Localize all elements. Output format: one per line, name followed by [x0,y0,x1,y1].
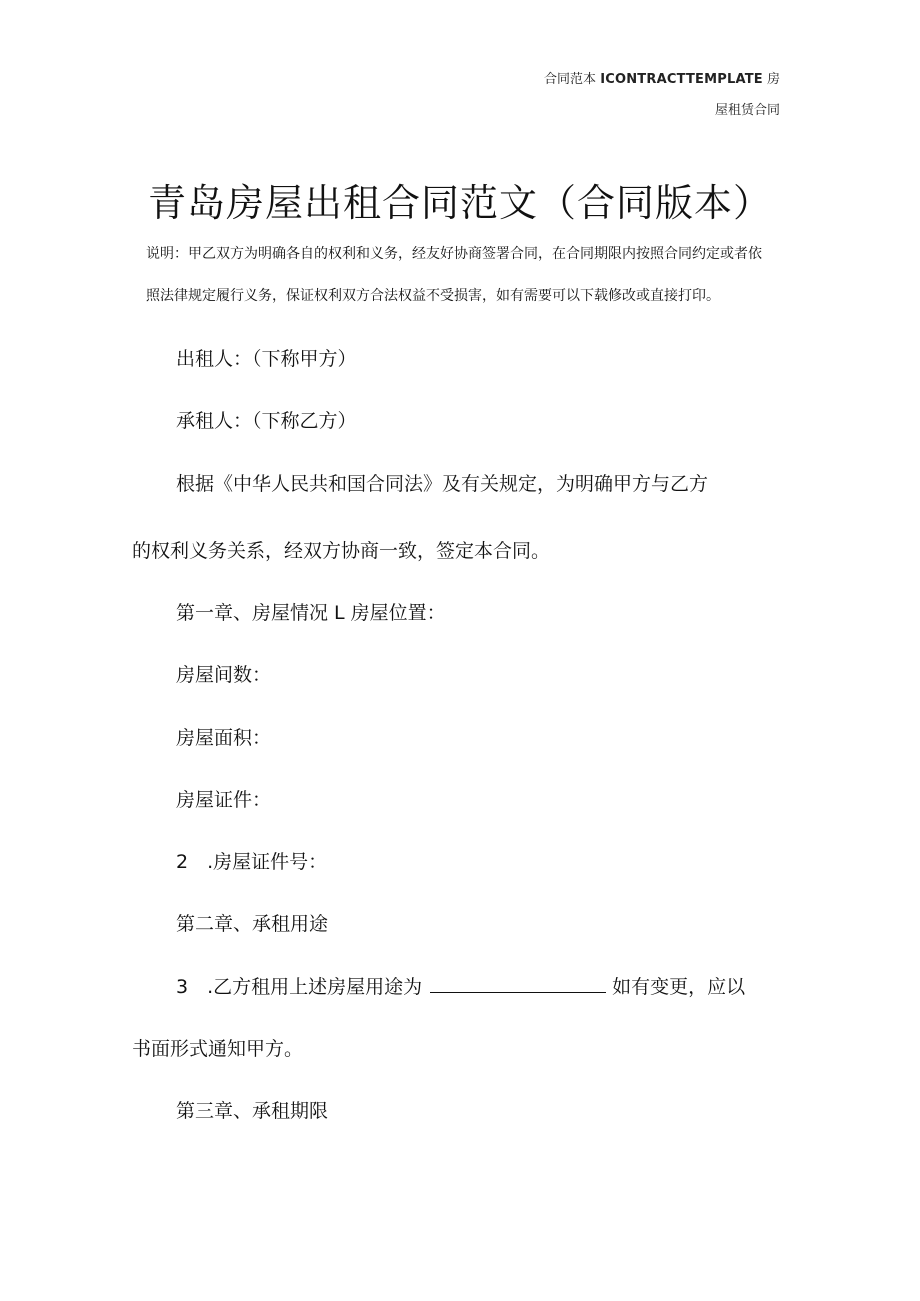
lessor-line: 出租人：（下称甲方） [176,348,357,370]
lessee-line: 承租人：（下称乙方） [176,410,357,432]
usage-line [176,972,745,999]
room-area-field: 房屋面积： [176,727,272,749]
header-suffix: 房 [766,72,780,87]
header-prefix: 合同范本 [544,72,597,87]
usage-line-2: 书面形式通知甲方。 [132,1038,304,1060]
usage-suffix: 如有变更，应以 [612,976,746,998]
chapter-2-heading: 第二章、承租用途 [176,913,329,935]
room-count-field: 房屋间数： [176,664,272,686]
usage-prefix: 3 .乙方租用上述房屋用途为 [176,976,423,998]
header-line-2: 屋租赁合同 [714,103,780,118]
header-line-1 [544,68,780,87]
room-certificate-field: 房屋证件： [176,789,272,811]
chapter-3-heading: 第三章、承租期限 [176,1100,329,1122]
header-brand: ICONTRACTTEMPLATE [600,72,763,87]
basis-paragraph-line-2: 的权利义务关系，经双方协商一致，签定本合同。 [132,540,551,562]
note-line-1: 说明：甲乙双方为明确各自的权利和义务，经友好协商签署合同，在合同期限内按照合同约定或者依 [146,246,762,262]
document-title: 青岛房屋出租合同范文（合同版本） [147,181,772,225]
basis-paragraph-line-1: 根据《中华人民共和国合同法》及有关规定，为明确甲方与乙方 [176,473,709,495]
certificate-number-field: 2 .房屋证件号： [176,851,328,873]
usage-blank-line [430,974,606,993]
chapter-1-heading: 第一章、房屋情况 L 房屋位置： [176,602,446,624]
note-line-2: 照法律规定履行义务，保证权利双方合法权益不受损害，如有需要可以下载修改或直接打印。 [146,288,720,304]
